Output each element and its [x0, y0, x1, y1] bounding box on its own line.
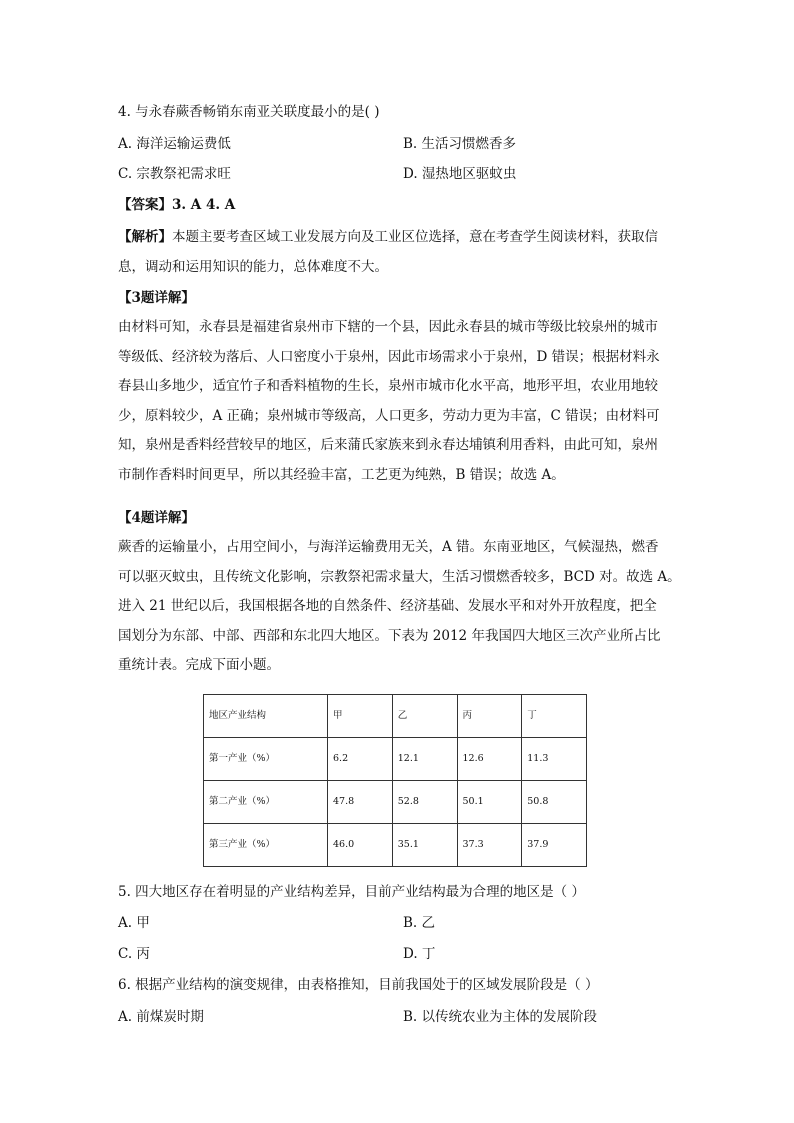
table-cell: 11.3: [522, 738, 587, 781]
detail3-line-2: 等级低、经济较为落后、人口密度小于泉州，因此市场需求小于泉州，D 错误；根据材料永: [118, 348, 660, 365]
table-cell: 12.1: [392, 738, 457, 781]
table-cell: 37.3: [457, 824, 522, 867]
table-cell: 50.1: [457, 781, 522, 824]
table-row-label: 第三产业（%）: [204, 824, 328, 867]
detail3-heading: 【3题详解】: [118, 290, 195, 306]
industry-structure-table: [203, 694, 587, 867]
table-header-cell: 丁: [522, 695, 587, 738]
detail4-line-4: 国划分为东部、中部、西部和东北四大地区。下表为 2012 年我国四大地区三次产业所占比: [118, 627, 661, 644]
q5-option-c: C. 丙: [118, 946, 150, 962]
table-header-cell: 乙: [392, 695, 457, 738]
table-cell: 50.8: [522, 781, 587, 824]
analysis-paragraph: [118, 223, 678, 282]
table-header-row: [204, 695, 587, 738]
analysis-line-1: 本题主要考查区域工业发展方向及工业区位选择，意在考查学生阅读材料，获取信: [172, 229, 658, 245]
q5-option-b: B. 乙: [403, 915, 436, 931]
table-header-cell: 甲: [328, 695, 393, 738]
detail4-line-1: 蕨香的运输量小，占用空间小，与海洋运输费用无关，A 错。东南亚地区，气候湿热，燃香: [118, 539, 659, 555]
table-cell: 35.1: [392, 824, 457, 867]
q6-stem: 6. 根据产业结构的演变规律，由表格推知，目前我国处于的区域发展阶段是（ ）: [118, 977, 599, 993]
detail3-line-1: 由材料可知，永春县是福建省泉州市下辖的一个县，因此永春县的城市等级比较泉州的城市: [118, 319, 658, 335]
detail4-line-3: 进入 21 世纪以后，我国根据各地的自然条件、经济基础、发展水平和对外开放程度，把全: [118, 598, 657, 614]
table-row-label: 第一产业（%）: [204, 738, 328, 781]
table-cell: 52.8: [392, 781, 457, 824]
table-row-label: 第二产业（%）: [204, 781, 328, 824]
table-header-cell: 丙: [457, 695, 522, 738]
analysis-line-2: 息，调动和运用知识的能力，总体难度不大。: [118, 258, 388, 275]
q5-option-d: D. 丁: [403, 946, 436, 962]
q6-option-a: A. 前煤炭时期: [118, 1009, 204, 1025]
q4-option-a: A. 海洋运输运费低: [118, 136, 231, 152]
q6-option-b: B. 以传统农业为主体的发展阶段: [403, 1009, 598, 1025]
analysis-label: 【解析】: [118, 229, 172, 245]
detail3-line-5: 知，泉州是香料经营较早的地区，后来蒲氏家族来到永春达埔镇利用香料，由此可知，泉州: [118, 437, 658, 453]
table-row: [204, 781, 587, 824]
table-row: [204, 738, 587, 781]
q4-option-d: D. 湿热地区驱蚊虫: [403, 166, 517, 182]
detail4-paragraph: [118, 533, 681, 681]
answer-line: 【答案】3. A 4. A: [118, 197, 236, 213]
q4-option-b: B. 生活习惯燃香多: [403, 136, 517, 152]
detail3-line-3: 春县山多地少，适宜竹子和香料植物的生长，泉州市城市化水平高，地形平坦，农业用地较: [118, 378, 658, 394]
q4-option-c: C. 宗教祭祀需求旺: [118, 166, 231, 182]
q5-option-a: A. 甲: [118, 915, 150, 931]
table-cell: 6.2: [328, 738, 393, 781]
q5-stem: 5. 四大地区存在着明显的产业结构差异，目前产业结构最为合理的地区是（ ）: [118, 884, 585, 900]
detail3-line-4: 少，原料较少，A 正确；泉州城市等级高，人口更多，劳动力更为丰富，C 错误；由材料可: [118, 407, 660, 424]
table-row: [204, 824, 587, 867]
table-cell: 12.6: [457, 738, 522, 781]
detail4-heading: 【4题详解】: [118, 510, 195, 526]
table-cell: 46.0: [328, 824, 393, 867]
detail3-line-6: 市制作香料时间更早，所以其经验丰富，工艺更为纯熟，B 错误；故选 A。: [118, 466, 565, 483]
q4-stem: 4. 与永春蕨香畅销东南亚关联度最小的是( ): [118, 104, 380, 120]
detail4-line-5: 重统计表。完成下面小题。: [118, 657, 280, 673]
table-cell: 47.8: [328, 781, 393, 824]
table-header-cell: 地区产业结构: [204, 695, 328, 738]
detail4-line-2: 可以驱灭蚊虫，且传统文化影响，宗教祭祀需求量大，生活习惯燃香较多，BCD 对。故选 A。: [118, 568, 681, 585]
detail3-paragraph: [118, 313, 678, 490]
table-cell: 37.9: [522, 824, 587, 867]
